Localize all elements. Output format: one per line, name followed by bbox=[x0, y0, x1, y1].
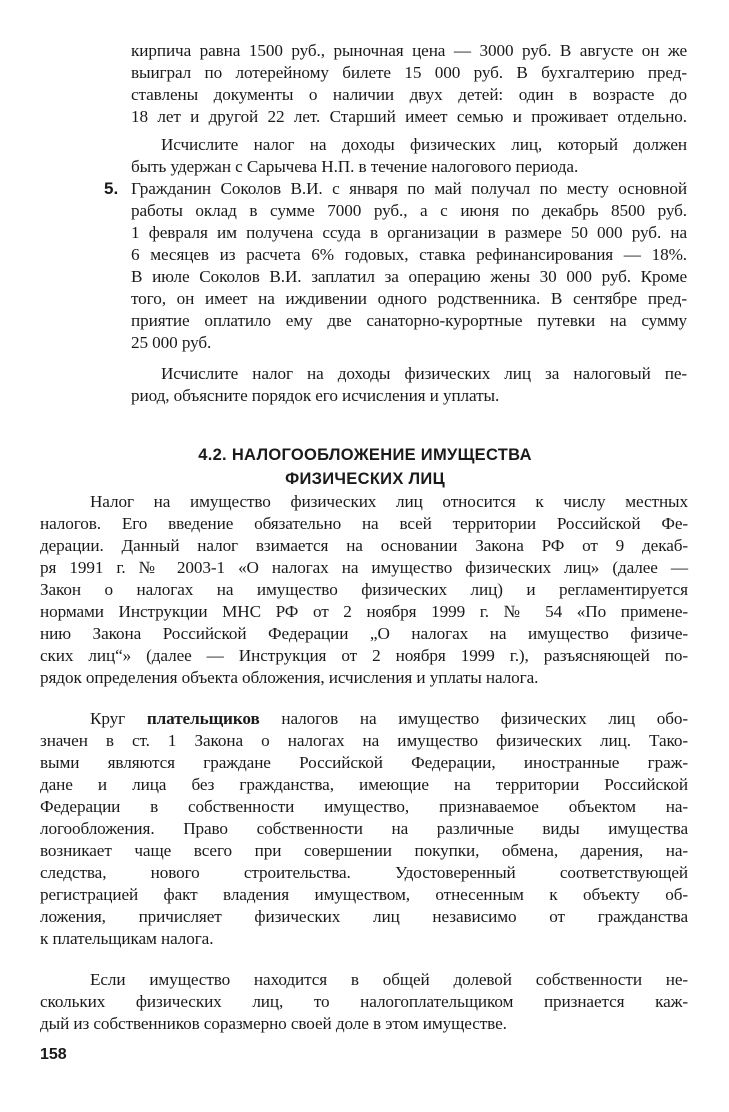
text-line: значен в ст. 1 Закона о налогах на имущество физических лиц. Тако- bbox=[40, 731, 688, 750]
text-line: регистрацией факт владения имуществом, отнесенным к объекту об- bbox=[40, 885, 688, 904]
text-line: В июле Соколов В.И. заплатил за операцию жены 30 000 руб. Кроме bbox=[131, 267, 687, 286]
text-line: нию Закона Российской Федерации „О налогах на имущество физиче- bbox=[40, 624, 688, 643]
text-line: следства, нового строительства. Удостоверенный соответствующей bbox=[40, 863, 688, 882]
task-number: 5. bbox=[104, 179, 119, 198]
text-line: 1 февраля им получена ссуда в организации в размере 50 000 руб. на bbox=[131, 223, 687, 242]
bold-term: плательщиков bbox=[146, 709, 260, 728]
text-line: риод, объясните порядок его исчисления и уплаты. bbox=[131, 386, 500, 405]
text-line: приятие оплатило ему две санаторно-курортные путевки на сумму bbox=[131, 311, 687, 330]
text-line: 25 000 руб. bbox=[131, 333, 212, 352]
text-line: кирпича равна 1500 руб., рыночная цена — 3000 руб. В августе он же bbox=[131, 41, 687, 60]
page-number: 158 bbox=[40, 1046, 67, 1063]
text-line: к плательщикам налога. bbox=[40, 929, 214, 948]
text-line: 6 месяцев из расчета 6% годовых, ставка рефинансирования — 18%. bbox=[131, 245, 687, 264]
text-line: ложения, причисляет физических лиц независимо от гражданства bbox=[40, 907, 688, 926]
text-line: возникает чаще всего при совершении покупки, обмена, дарения, на- bbox=[40, 841, 688, 860]
text-line: того, он имеет на иждивении одного родственника. В сентябре пред- bbox=[131, 289, 687, 308]
section-heading bbox=[40, 443, 690, 491]
text-line: рядок определения объекта обложения, исчисления и уплаты налога. bbox=[40, 668, 539, 687]
text-line: 18 лет и другой 22 лет. Старший имеет семью и проживает отдельно. bbox=[131, 107, 687, 126]
text-line: выиграл по лотерейному билете 15 000 руб. В бухгалтерию пред- bbox=[131, 63, 687, 82]
text-line: скольких физических лиц, то налогоплательщиком признается каж- bbox=[40, 992, 688, 1011]
task-5-question bbox=[131, 363, 687, 407]
text-line: Налог на имущество физических лиц относится к числу местных bbox=[90, 492, 688, 511]
text-line: Исчислите налог на доходы физических лиц, который должен bbox=[161, 135, 687, 154]
text-line: ских лиц“» (далее — Инструкция от 2 ноября 1999 г.), разъясняющей по- bbox=[40, 646, 688, 665]
text-fragment: Круг bbox=[90, 709, 147, 728]
text-line: ставлены документы о наличии двух детей: один в возрасте до bbox=[131, 85, 687, 104]
text-line: дане и лица без гражданства, имеющие на территории Российской bbox=[40, 775, 688, 794]
text-line: выми являются граждане Российской Федерации, иностранные граж- bbox=[40, 753, 688, 772]
paragraph-1 bbox=[40, 491, 688, 689]
text-line: дый из собственников соразмерно своей доле в этом имуществе. bbox=[40, 1014, 507, 1033]
text-line: работы оклад в сумме 7000 руб., а с июня по декабрь 8500 руб. bbox=[131, 201, 687, 220]
text-line: логообложения. Право собственности на различные виды имущества bbox=[40, 819, 688, 838]
text-line: ря 1991 г. № 2003-1 «О налогах на имущество физических лиц» (далее — bbox=[40, 558, 688, 577]
section-heading-line-2: ФИЗИЧЕСКИХ ЛИЦ bbox=[285, 470, 445, 488]
text-line: дерации. Данный налог взимается на основании Закона РФ от 9 декаб- bbox=[40, 536, 688, 555]
text-line: Федерации в собственности имущество, признаваемое объектом на- bbox=[40, 797, 688, 816]
paragraph-3 bbox=[40, 969, 688, 1035]
task-question bbox=[131, 134, 687, 178]
text-line: нормами Инструкции МНС РФ от 2 ноября 1999 г. № 54 «По примене- bbox=[40, 602, 688, 621]
text-line: налогов. Его введение обязательно на всей территории Российской Фе- bbox=[40, 514, 688, 533]
text-line: Если имущество находится в общей долевой собственности не- bbox=[90, 970, 688, 989]
text-line: Закон о налогах на имущество физических лиц) и регламентируется bbox=[40, 580, 688, 599]
task-5-text bbox=[131, 178, 687, 354]
paragraph-2 bbox=[40, 708, 688, 950]
text-line: Гражданин Соколов В.И. с января по май получал по месту основной bbox=[131, 179, 687, 198]
task-continuation bbox=[131, 40, 687, 128]
text-fragment: налогов на имущество физических лиц обо- bbox=[259, 709, 688, 728]
text-line: быть удержан с Сарычева Н.П. в течение налогового периода. bbox=[131, 157, 579, 176]
text-line: Исчислите налог на доходы физических лиц за налоговый пе- bbox=[161, 364, 687, 383]
section-heading-line-1: 4.2. НАЛОГООБЛОЖЕНИЕ ИМУЩЕСТВА bbox=[198, 446, 532, 464]
text-line bbox=[40, 708, 688, 730]
